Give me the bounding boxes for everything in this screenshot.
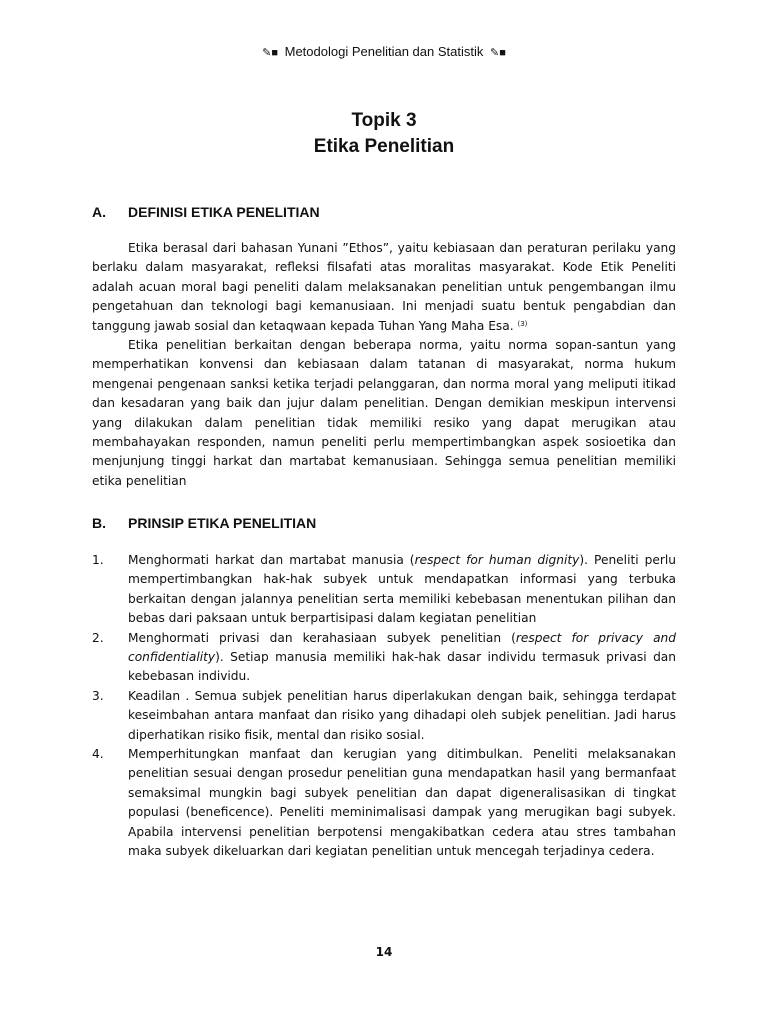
running-header (0, 44, 768, 59)
pen-square-ornament-icon: ✎■ (262, 47, 278, 59)
pen-square-ornament-icon: ✎■ (489, 47, 506, 59)
list-item-number: 1. (92, 553, 104, 567)
section-b-letter: B. (92, 515, 106, 531)
section-a-body (92, 239, 676, 491)
chapter-topic: Topik 3 (351, 110, 417, 131)
list-item-emphasis: respect for human dignity (414, 553, 580, 567)
principles-list (92, 551, 676, 862)
section-a-title: DEFINISI ETIKA PENELITIAN (128, 204, 320, 220)
page-number: 14 (375, 945, 393, 959)
list-item-text: ). Peneliti perlu mempertimbangkan hak-hak subyek untuk mendapatkan informasi yang terbuka berkaitan dengan jalannya penelitian serta memiliki kebebasan menentukan pilihan dan bebas dari paksaan untuk berpartisipasi dalam kegiatan penelitian (128, 553, 676, 626)
list-item-text: Menghormati privasi dan kerahasiaan subyek penelitian ( (128, 630, 516, 645)
section-a-paragraph-1 (92, 239, 676, 336)
citation-ref: (3) (517, 319, 528, 328)
list-item-text: Keadilan . Semua subjek penelitian harus diperlakukan dengan baik, sehingga terdapat keseimbahan antara manfaat dan risiko yang dihadapi oleh subjek penelitian. Jadi harus diperhatikan risiko fisik, mental dan risiko sosial. (128, 688, 676, 742)
chapter-title: Etika Penelitian (313, 136, 455, 157)
list-item (92, 745, 676, 861)
section-b-title: PRINSIP ETIKA PENELITIAN (128, 515, 317, 531)
list-item-number: 2. (92, 630, 104, 645)
list-item-text: Memperhitungkan manfaat dan kerugian yang ditimbulkan. Peneliti melaksanakan penelitian sesuai dengan prosedur penelitian guna mendapatkan hasil yang bermanfaat semaksimal mungkin bagi subyek penelitian dan dapat digeneralisasikan di tingkat populasi (beneficence). Peneliti meminimalisasi dampak yang merugikan bagi subyek. Apabila intervensi penelitian berpotensi mengakibatkan cedera atau stres tambahan maka subyek dikeluarkan dari kegiatan penelitian untuk mencegah terjadinya cedera. (128, 747, 676, 859)
paragraph-1-text: Etika berasal dari bahasan Yunani ”Ethos”, yaitu kebiasaan dan peraturan perilaku yang berlaku dalam masyarakat, refleksi filsafati atas moralitas masyarakat. Kode Etik Peneliti adalah acuan moral bagi peneliti dalam melaksanakan penelitian untuk pengembangan ilmu pengetahuan dan teknologi bagi kemanusiaan. Ini menjadi suatu bentuk pengabdian dan tanggung jawab sosial dan ketaqwaan kepada Tuhan Yang Maha Esa. (92, 241, 676, 333)
section-a-letter: A. (92, 204, 106, 220)
section-a-paragraph-2: Etika penelitian berkaitan dengan beberapa norma, yaitu norma sopan-santun yang memperhatikan konvensi dan kebiasaan dalam tatanan di masyarakat, norma hukum mengenai pengenaan sanksi ketika terjadi pelanggaran, dan norma moral yang meliputi itikad dan kesadaran yang baik dan jujur dalam penelitian. Dengan demikian meskipun intervensi yang dilakukan dalam penelitian tidak memiliki resiko yang dapat merugikan atau membahayakan responden, namun peneliti perlu mempertimbangkan aspek sosioetika dan menjunjung tinggi harkat dan martabat kemanusiaan. Sehingga semua penelitian memiliki etika penelitian (92, 338, 676, 488)
list-item (92, 629, 676, 687)
section-a-heading (92, 204, 692, 220)
running-header-title: Metodologi Penelitian dan Statistik (284, 44, 484, 59)
list-item (92, 687, 676, 745)
section-b-heading (92, 515, 692, 531)
list-item-text: ). Setiap manusia memiliki hak-hak dasar individu termasuk privasi dan kebebasan individu. (128, 650, 676, 684)
list-item-emphasis: respect for privacy and confidentiality (128, 630, 676, 665)
list-item-number: 4. (92, 747, 104, 762)
chapter-title-block (0, 108, 768, 160)
list-item-number: 3. (92, 688, 104, 703)
list-item (92, 551, 676, 629)
list-item-text: Menghormati harkat dan martabat manusia ( (128, 553, 415, 567)
